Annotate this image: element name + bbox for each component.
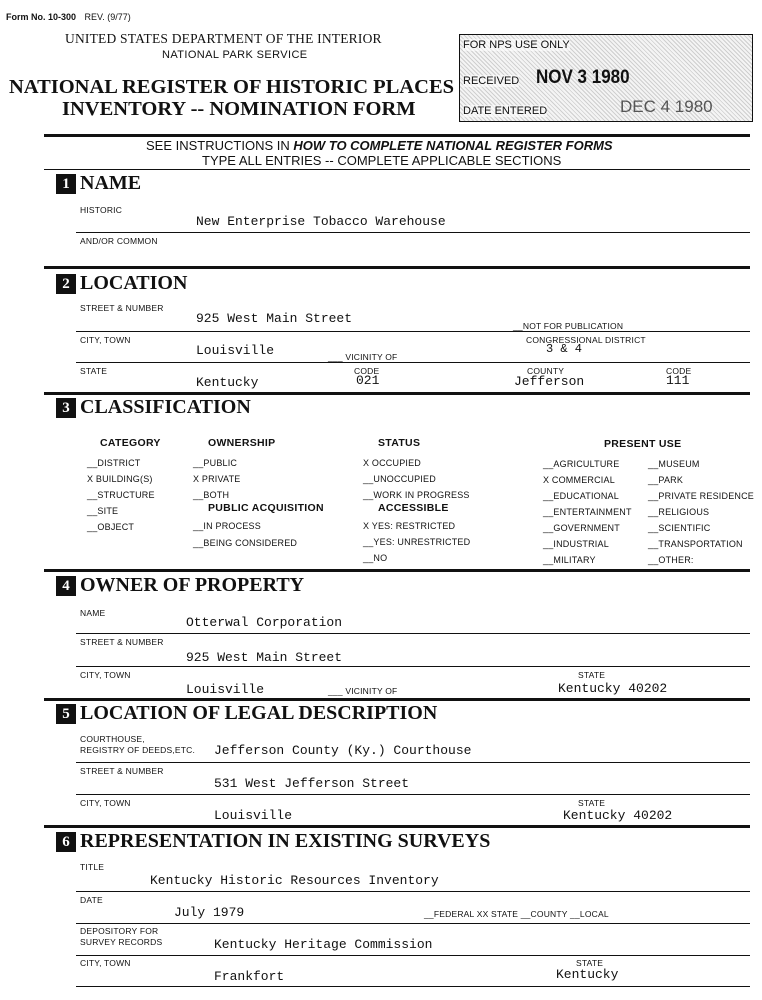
- use-item: __MUSEUM: [648, 459, 700, 469]
- legal-state-label: STATE: [578, 798, 606, 808]
- category-head: CATEGORY: [100, 437, 161, 449]
- legal-city-label: CITY, TOWN: [80, 798, 131, 808]
- survey-levels: __FEDERAL XX STATE __COUNTY __LOCAL: [424, 909, 609, 919]
- service-name: NATIONAL PARK SERVICE: [162, 49, 308, 61]
- section-3-end-rule: [44, 569, 750, 572]
- section-1-end-rule: [44, 266, 750, 269]
- courthouse-label-line-1: COURTHOUSE,: [80, 734, 145, 744]
- rule-survey-city: [76, 986, 750, 987]
- owner-name-value: Otterwal Corporation: [186, 615, 343, 630]
- depository-label-line-1: DEPOSITORY FOR: [80, 926, 159, 936]
- legal-street-label: STREET & NUMBER: [80, 766, 164, 776]
- acquisition-item: __IN PROCESS: [193, 521, 261, 531]
- section-2-end-rule: [44, 392, 750, 395]
- acquisition-item: __BEING CONSIDERED: [193, 538, 298, 548]
- courthouse-value: Jefferson County (Ky.) Courthouse: [214, 743, 472, 758]
- accessible-list: [363, 518, 470, 566]
- section-4-end-rule: [44, 698, 750, 701]
- survey-title-value: Kentucky Historic Resources Inventory: [150, 873, 439, 888]
- congressional-value: 3 & 4: [546, 342, 583, 356]
- state-value: Kentucky: [196, 375, 259, 390]
- form-title-1: NATIONAL REGISTER OF HISTORIC PLACES: [9, 76, 455, 98]
- ownership-head: OWNERSHIP: [208, 437, 276, 449]
- legal-street-value: 531 West Jefferson Street: [214, 776, 410, 791]
- rule-historic: [76, 232, 750, 233]
- ownership-item: __PUBLIC: [193, 458, 238, 468]
- survey-state-value: Kentucky: [556, 967, 619, 982]
- section-2-number: 2: [56, 274, 76, 294]
- owner-street-value: 925 West Main Street: [186, 650, 343, 665]
- use-item: __ENTERTAINMENT: [543, 507, 632, 517]
- category-item: __SITE: [87, 506, 119, 516]
- courthouse-label-line-2: REGISTRY OF DEEDS,ETC.: [80, 745, 196, 755]
- form-number: [6, 12, 131, 22]
- use-item: __PRIVATE RESIDENCE: [648, 491, 754, 501]
- category-item: __STRUCTURE: [87, 490, 155, 500]
- vicinity-label: ___ VICINITY OF: [328, 352, 398, 362]
- use-item: __GOVERNMENT: [543, 523, 620, 533]
- use-item: __PARK: [648, 475, 684, 485]
- common-label: AND/OR COMMON: [80, 236, 158, 246]
- status-head: STATUS: [378, 437, 421, 449]
- use-item: __RELIGIOUS: [648, 507, 710, 517]
- use-item: __EDUCATIONAL: [543, 491, 619, 501]
- survey-date-value: July 1979: [174, 905, 245, 920]
- owner-street-label: STREET & NUMBER: [80, 637, 164, 647]
- state-label: STATE: [80, 366, 108, 376]
- nps-use-box: [459, 34, 753, 122]
- use-item: __MILITARY: [543, 555, 596, 565]
- survey-state-label: STATE: [576, 958, 604, 968]
- use-item: X COMMERCIAL: [543, 475, 615, 485]
- congressional-label: CONGRESSIONAL DISTRICT: [526, 335, 646, 345]
- section-3-title: CLASSIFICATION: [80, 396, 251, 418]
- category-item: X BUILDING(S): [87, 474, 153, 484]
- entered-stamp: DEC 4 1980: [620, 97, 713, 116]
- historic-label: HISTORIC: [80, 205, 123, 215]
- rule-street: [76, 331, 750, 332]
- form-no-text: Form No. 10-300: [6, 12, 77, 22]
- nps-label: FOR NPS USE ONLY: [463, 39, 570, 51]
- city-label: CITY, TOWN: [80, 335, 131, 345]
- code2-value: 111: [666, 373, 690, 388]
- use-item: __OTHER:: [648, 555, 694, 565]
- section-5-title: LOCATION OF LEGAL DESCRIPTION: [80, 702, 438, 724]
- instructions-line-1: [146, 138, 613, 153]
- code2-label: CODE: [666, 366, 692, 376]
- owner-city-label: CITY, TOWN: [80, 670, 131, 680]
- use-item: __SCIENTIFIC: [648, 523, 711, 533]
- city-value: Louisville: [196, 343, 275, 358]
- ownership-item: X PRIVATE: [193, 474, 241, 484]
- form-title-2: INVENTORY -- NOMINATION FORM: [62, 98, 416, 120]
- owner-state-label: STATE: [578, 670, 606, 680]
- date-entered-label: DATE ENTERED: [463, 105, 548, 117]
- ownership-list: [193, 455, 240, 503]
- instructions-rule: [44, 169, 750, 170]
- status-item: __WORK IN PROGRESS: [363, 490, 470, 500]
- header-rule: [44, 134, 750, 137]
- status-list: [363, 455, 470, 503]
- revision-text: REV. (9/77): [84, 12, 131, 22]
- survey-city-label: CITY, TOWN: [80, 958, 131, 968]
- instructions-line-2: TYPE ALL ENTRIES -- COMPLETE APPLICABLE SECTIONS: [202, 153, 562, 168]
- owner-city-value: Louisville: [186, 682, 265, 697]
- rule-courthouse: [76, 762, 750, 763]
- street-label: STREET & NUMBER: [80, 303, 164, 313]
- owner-state-value: Kentucky 40202: [558, 681, 668, 696]
- accessible-head: ACCESSIBLE: [378, 502, 449, 514]
- use-item: __INDUSTRIAL: [543, 539, 609, 549]
- ownership-item: __BOTH: [193, 490, 230, 500]
- department-name: UNITED STATES DEPARTMENT OF THE INTERIOR: [65, 31, 382, 46]
- survey-city-value: Frankfort: [214, 969, 285, 984]
- depository-label-line-2: SURVEY RECORDS: [80, 937, 163, 947]
- section-5-number: 5: [56, 704, 76, 724]
- survey-date-label: DATE: [80, 895, 103, 905]
- rule-owner-name: [76, 633, 750, 634]
- instructions-title: HOW TO COMPLETE NATIONAL REGISTER FORMS: [293, 138, 613, 153]
- section-1-number: 1: [56, 174, 76, 194]
- rule-survey-date: [76, 923, 750, 924]
- received-stamp: NOV 3 1980: [536, 65, 630, 88]
- section-4-number: 4: [56, 576, 76, 596]
- owner-vicinity-label: ___ VICINITY OF: [328, 686, 398, 696]
- code-value: 021: [356, 373, 380, 388]
- status-item: X OCCUPIED: [363, 458, 422, 468]
- use-item: __AGRICULTURE: [543, 459, 620, 469]
- accessible-item: __NO: [363, 553, 388, 563]
- instructions-prefix: SEE INSTRUCTIONS IN: [146, 138, 294, 153]
- use-left-list: [543, 456, 632, 568]
- accessible-item: __YES: UNRESTRICTED: [363, 537, 471, 547]
- depository-value: Kentucky Heritage Commission: [214, 937, 433, 952]
- not-for-publication: __NOT FOR PUBLICATION: [513, 321, 624, 331]
- acquisition-head: PUBLIC ACQUISITION: [208, 502, 324, 514]
- county-value: Jefferson: [514, 374, 585, 389]
- owner-name-label: NAME: [80, 608, 106, 618]
- street-value: 925 West Main Street: [196, 311, 353, 326]
- historic-name-value: New Enterprise Tobacco Warehouse: [196, 214, 446, 229]
- status-item: __UNOCCUPIED: [363, 474, 436, 484]
- section-5-end-rule: [44, 825, 750, 828]
- section-6-title: REPRESENTATION IN EXISTING SURVEYS: [80, 830, 491, 852]
- use-right-list: [648, 456, 754, 568]
- section-4-title: OWNER OF PROPERTY: [80, 574, 305, 596]
- category-item: __OBJECT: [87, 522, 135, 532]
- rule-owner-street: [76, 666, 750, 667]
- category-item: __DISTRICT: [87, 458, 141, 468]
- section-2-title: LOCATION: [80, 272, 188, 294]
- accessible-item: X YES: RESTRICTED: [363, 521, 456, 531]
- code-label: CODE: [354, 366, 380, 376]
- survey-title-label: TITLE: [80, 862, 105, 872]
- section-6-number: 6: [56, 832, 76, 852]
- depository-label: [80, 926, 162, 948]
- courthouse-label: [80, 734, 195, 756]
- rule-city: [76, 362, 750, 363]
- legal-state-value: Kentucky 40202: [563, 808, 673, 823]
- rule-legal-street: [76, 794, 750, 795]
- section-3-number: 3: [56, 398, 76, 418]
- legal-city-value: Louisville: [214, 808, 293, 823]
- received-label: RECEIVED: [463, 75, 520, 87]
- acquisition-list: [193, 518, 297, 552]
- section-1-title: NAME: [80, 172, 142, 194]
- present-use-head: PRESENT USE: [604, 438, 682, 450]
- rule-survey-title: [76, 891, 750, 892]
- rule-depository: [76, 955, 750, 956]
- use-item: __TRANSPORTATION: [648, 539, 743, 549]
- category-list: [87, 455, 155, 535]
- county-label: COUNTY: [527, 366, 565, 376]
